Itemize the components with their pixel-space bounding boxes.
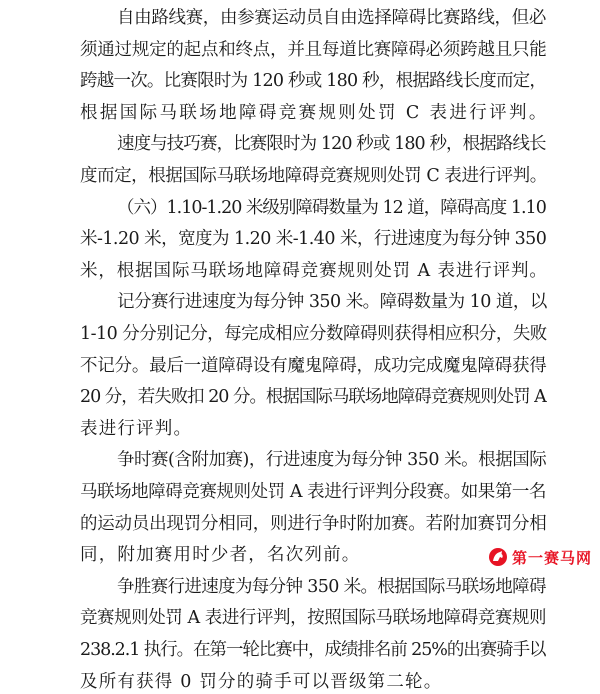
- horse-logo-icon: [488, 547, 508, 567]
- text-line: 同，附加赛用时少者，名次列前。: [80, 545, 361, 565]
- watermark: [488, 545, 592, 569]
- text-line: 20 分，若失败扣 20 分。根据国际马联场地障碍竞赛规则处罚 A: [80, 387, 546, 407]
- text-line: 争胜赛行进速度为每分钟 350 米。根据国际马联场地障碍: [117, 577, 546, 597]
- text-line: 及所有获得 0 罚分的骑手可以晋级第二轮。: [80, 672, 443, 692]
- text-line: 竞赛规则处罚 A 表进行评判，按照国际马联场地障碍竞赛规则: [80, 608, 547, 628]
- text-line: 记分赛行进速度为每分钟 350 米。障碍数量为 10 道，以: [117, 292, 547, 312]
- text-line: 米，根据国际马联场地障碍竞赛规则处罚 A 表进行评判。: [80, 261, 548, 281]
- watermark-text: 第一赛马网: [511, 548, 592, 567]
- text-line: （六）1.10-1.20 米级别障碍数量为 12 道，障碍高度 1.10: [117, 198, 546, 218]
- text-line: 跨越一次。比赛限时为 120 秒或 180 秒，根据路线长度而定，: [80, 71, 547, 91]
- text-line: 自由路线赛，由参赛运动员自由选择障碍比赛路线，但必: [117, 8, 546, 28]
- text-line: 度而定，根据国际马联场地障碍竞赛规则处罚 C 表进行评判。: [80, 166, 547, 186]
- text-line: 米-1.20 米，宽度为 1.20 米-1.40 米，行进速度为每分钟 350: [80, 229, 547, 249]
- text-line: 的运动员出现罚分相同，则进行争时附加赛。若附加赛罚分相: [80, 514, 547, 534]
- text-line: 不记分。最后一道障碍设有魔鬼障碍，成功完成魔鬼障碍获得: [80, 356, 547, 376]
- text-line: 1-10 分分别记分，每完成相应分数障碍则获得相应积分，失败: [80, 324, 547, 344]
- text-line: 根据国际马联场地障碍竞赛规则处罚 C 表进行评判。: [80, 103, 549, 123]
- text-line: 马联场地障碍竞赛规则处罚 A 表进行评判分段赛。如果第一名: [80, 482, 547, 502]
- text-line: 速度与技巧赛，比赛限时为 120 秒或 180 秒，根据路线长: [117, 134, 546, 154]
- text-line: 表进行评判。: [80, 419, 193, 439]
- text-line: 争时赛(含附加赛)，行进速度为每分钟 350 米。根据国际: [117, 450, 547, 470]
- text-line: 238.2.1 执行。在第一轮比赛中，成绩排名前 25%的出赛骑手以: [80, 640, 546, 660]
- text-line: 须通过规定的起点和终点，并且每道比赛障碍必须跨越且只能: [80, 40, 547, 60]
